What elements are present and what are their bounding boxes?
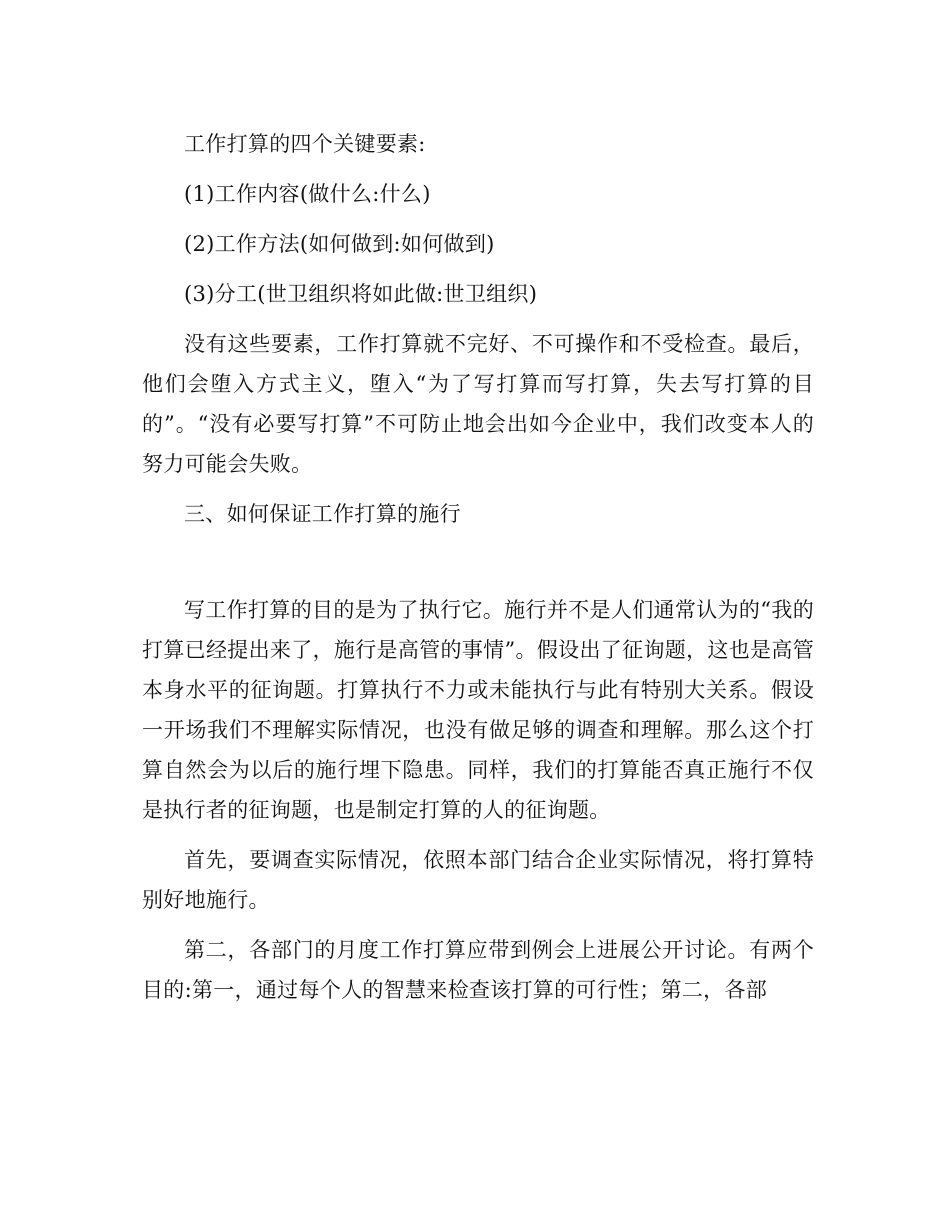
document-body <box>142 124 814 1020</box>
blank-spacer <box>142 544 814 590</box>
paragraph-second: 第二，各部门的月度工作打算应带到例会上进展公开讨论。有两个目的:第一，通过每个人的智慧来检查该打算的可行性；第二，各部 <box>142 938 814 1002</box>
paragraph-first: 首先，要调查实际情况，依照本部门结合企业实际情况，将打算特别好地施行。 <box>142 848 814 912</box>
paragraph-key-elements-heading: 工作打算的四个关键要素: <box>184 132 426 156</box>
section-heading-three: 三、如何保证工作打算的施行 <box>184 502 461 526</box>
paragraph-without-elements: 没有这些要素，工作打算就不完好、不可操作和不受检查。最后，他们会堕入方式主义，堕入“为了写打算而写打算，失去写打算的目的”。“没有必要写打算”不可防止地会出如今企业中，我们改变本人的努力可能会失败。 <box>142 332 814 476</box>
paragraph-item-1: (1)工作内容(做什么:什么) <box>184 182 431 206</box>
paragraph-item-2: (2)工作方法(如何做到:如何做到) <box>184 232 495 256</box>
paragraph-purpose: 写工作打算的目的是为了执行它。施行并不是人们通常认为的“我的打算已经提出来了，施行是高管的事情”。假设出了征询题，这也是高管本身水平的征询题。打算执行不力或未能执行与此有特别大关系。假设一开场我们不理解实际情况，也没有做足够的调查和理解。那么这个打算自然会为以后的施行埋下隐患。同样，我们的打算能否真正施行不仅是执行者的征询题，也是制定打算的人的征询题。 <box>142 598 814 822</box>
paragraph-item-3: (3)分工(世卫组织将如此做:世卫组织) <box>184 282 538 306</box>
